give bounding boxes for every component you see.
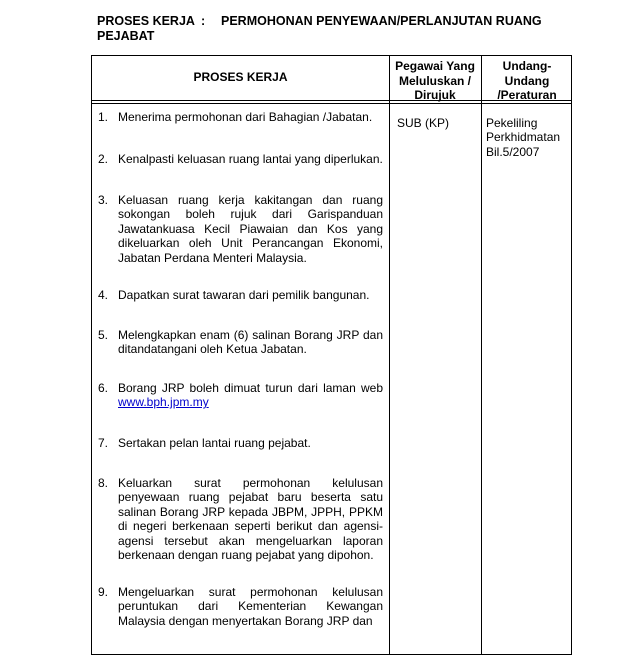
title-heading: PERMOHONAN PENYEWAAN/PERLANJUTAN RUANG — [221, 14, 542, 28]
step-number: 7. — [98, 436, 109, 450]
step-4 — [98, 288, 383, 302]
pegawai-value: SUB (KP) — [397, 116, 450, 130]
title-colon: : — [201, 14, 206, 28]
step-text: Keluarkan surat permohonan kelulusan penyewaan ruang pejabat baru beserta satu salinan Borang JRP kepada JBPM, JPPH, PPKM di negeri berkenaan seperti berikut dan agensi-agensi tersebut akan mengeluarkan laporan berkenaan dengan ruang pejabat yang dipohon. — [118, 476, 383, 563]
column-divider — [481, 56, 482, 654]
step-number: 2. — [98, 152, 109, 166]
step-text: Dapatkan surat tawaran dari pemilik bangunan. — [118, 288, 370, 302]
step-2 — [98, 152, 383, 166]
step-text-body: Borang JRP boleh dimuat turun dari laman web — [118, 381, 383, 395]
step-number: 4. — [98, 288, 109, 302]
header-divider-double — [92, 103, 571, 104]
step-number: 5. — [98, 328, 109, 342]
step-8 — [98, 476, 383, 562]
step-text: Melengkapkan enam (6) salinan Borang JRP dan ditandatangani oleh Ketua Jabatan. — [118, 328, 383, 357]
header-pegawai-line: Meluluskan / — [398, 73, 472, 88]
header-undang-line: Undang- — [502, 59, 552, 73]
step-text: Menerima permohonan dari Bahagian /Jabatan. — [118, 110, 373, 124]
title-heading-continued: PEJABAT — [97, 29, 155, 43]
step-5 — [98, 328, 383, 357]
step-1 — [98, 110, 383, 124]
step-text: Keluasan ruang kerja kakitangan dan ruang sokongan boleh rujuk dari Garispanduan Jawatankuasa Kecil Piawaian dan Kos yang dikeluarkan oleh Unit Perancangan Ekonomi, Jabatan Perdana Menteri Malaysia. — [118, 193, 383, 265]
website-link[interactable]: www.bph.jpm.my — [118, 395, 209, 410]
step-3 — [98, 193, 383, 265]
step-7 — [98, 436, 383, 450]
header-undang-line: Undang — [504, 73, 550, 88]
step-text: Kenalpasti keluasan ruang lantai yang diperlukan. — [118, 152, 383, 166]
step-text — [118, 381, 383, 410]
process-table — [91, 55, 572, 655]
step-text: Mengeluarkan surat permohonan kelulusan peruntukan dari Kementerian Kewangan Malaysia dengan menyertakan Borang JRP dan — [118, 585, 383, 628]
step-number: 3. — [98, 193, 109, 207]
title-label: PROSES KERJA — [97, 14, 195, 28]
undang-value — [486, 116, 572, 159]
undang-value-line: Pekeliling — [486, 116, 538, 130]
step-number: 8. — [98, 476, 109, 490]
column-divider — [389, 56, 390, 654]
header-pegawai-line: Dirujuk — [414, 88, 456, 102]
undang-value-line: Bil.5/2007 — [486, 144, 540, 159]
header-undang — [481, 59, 573, 103]
header-pegawai — [389, 59, 481, 103]
step-6 — [98, 381, 383, 410]
step-9 — [98, 585, 383, 628]
undang-value-line: Perkhidmatan — [486, 130, 561, 145]
step-number: 9. — [98, 585, 109, 599]
header-proses-kerja: PROSES KERJA — [193, 70, 288, 84]
step-number: 1. — [98, 110, 109, 124]
header-undang-line: /Peraturan — [497, 88, 557, 102]
step-number: 6. — [98, 381, 109, 395]
header-pegawai-line: Pegawai Yang — [395, 59, 475, 73]
step-text: Sertakan pelan lantai ruang pejabat. — [118, 436, 311, 450]
